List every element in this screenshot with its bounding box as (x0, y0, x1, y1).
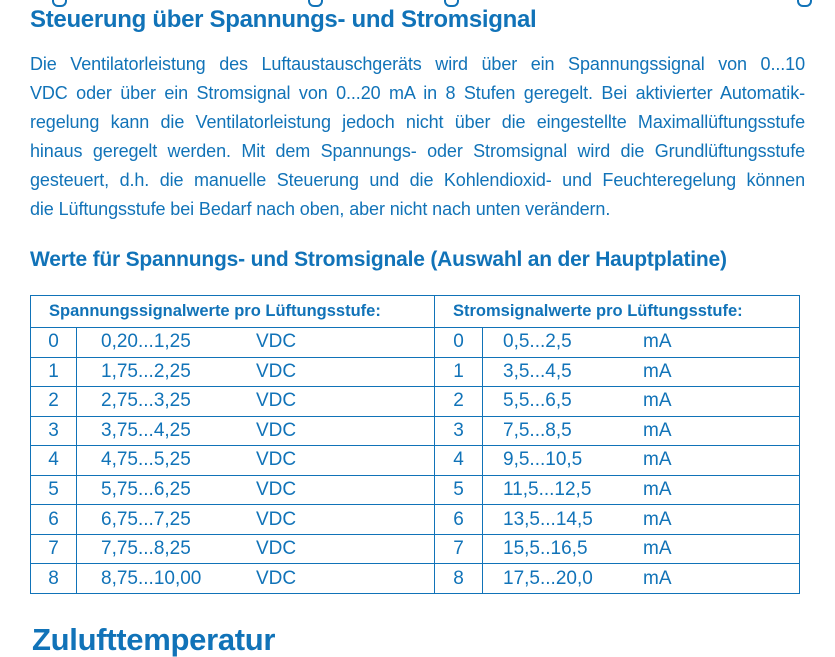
current-value-cell (482, 327, 799, 357)
paragraph-line: gesteuert, d.h. die manuelle Steuerung und die Kohlendioxid- und Feuchteregelung können (30, 170, 805, 190)
current-unit: mA (643, 419, 672, 441)
voltage-unit: VDC (256, 331, 297, 353)
current-unit: mA (643, 360, 672, 382)
current-table-header: Stromsignalwerte pro Lüftungsstufe: (434, 296, 799, 327)
voltage-stage-cell: 0 (31, 327, 76, 357)
current-stage-cell: 4 (434, 445, 482, 475)
current-stage-cell: 3 (434, 416, 482, 446)
voltage-unit: VDC (256, 479, 297, 501)
voltage-unit: VDC (256, 419, 297, 441)
voltage-table-header: Spannungssignalwerte pro Lüftungsstufe: (49, 302, 381, 320)
paragraph-line: VDC oder über ein Stromsignal von 0...20 mA in 8 Stufen geregelt. Bei aktivierter Automatik- (30, 83, 805, 103)
current-value-cell (482, 475, 799, 505)
current-unit: mA (643, 390, 672, 412)
current-stage-cell: 6 (434, 504, 482, 534)
voltage-stage-cell: 6 (31, 504, 76, 534)
voltage-range: 7,75...8,25 (101, 538, 191, 560)
current-range: 11,5...12,5 (503, 479, 592, 501)
voltage-value-cell (76, 445, 434, 475)
current-value-cell (482, 504, 799, 534)
next-section-heading-text: Zulufttemperatur (32, 622, 276, 657)
current-stage-cell: 7 (434, 534, 482, 564)
voltage-unit: VDC (256, 538, 297, 560)
voltage-value-cell (76, 475, 434, 505)
current-range: 0,5...2,5 (503, 331, 572, 353)
paragraph-line: hinaus geregelt werden. Mit dem Spannungs- oder Stromsignal wird die Grundlüftungsstufe (30, 141, 805, 161)
current-range: 15,5..16,5 (503, 538, 588, 560)
voltage-value-cell (76, 563, 434, 593)
paragraph-line: die Lüftungsstufe bei Bedarf nach oben, aber nicht nach unten verändern. (30, 199, 611, 219)
current-unit: mA (643, 538, 672, 560)
voltage-range: 3,75...4,25 (101, 419, 191, 441)
voltage-stage-cell: 4 (31, 445, 76, 475)
current-value-cell (482, 445, 799, 475)
current-unit: mA (643, 331, 672, 353)
body-paragraph (30, 50, 805, 224)
voltage-value-cell (76, 327, 434, 357)
section-heading: Steuerung über Spannungs- und Stromsignal (30, 6, 537, 33)
current-stage-cell: 5 (434, 475, 482, 505)
table-section-heading: Werte für Spannungs- und Stromsignale (Auswahl an der Hauptplatine) (30, 248, 727, 271)
next-section-heading-clipped (32, 622, 532, 657)
current-range: 9,5...10,5 (503, 449, 583, 471)
voltage-value-cell (76, 386, 434, 416)
voltage-unit: VDC (256, 449, 297, 471)
voltage-unit: VDC (256, 390, 297, 412)
current-range: 13,5...14,5 (503, 508, 593, 530)
clipped-text-remnant (797, 0, 812, 7)
current-range: 3,5...4,5 (503, 360, 572, 382)
voltage-stage-cell: 1 (31, 357, 76, 387)
voltage-range: 6,75...7,25 (101, 508, 191, 530)
current-unit: mA (643, 508, 672, 530)
current-unit: mA (643, 449, 672, 471)
current-unit: mA (643, 567, 672, 589)
voltage-stage-cell: 2 (31, 386, 76, 416)
current-stage-cell: 8 (434, 563, 482, 593)
paragraph-line: Die Ventilatorleistung des Luftaustauschgeräts wird über ein Spannungssignal von 0...10 (30, 54, 805, 74)
voltage-range: 5,75...6,25 (101, 479, 191, 501)
current-stage-cell: 0 (434, 327, 482, 357)
voltage-range: 2,75...3,25 (101, 390, 191, 412)
voltage-range: 8,75...10,00 (101, 567, 202, 589)
voltage-unit: VDC (256, 508, 297, 530)
current-value-cell (482, 386, 799, 416)
current-range: 17,5...20,0 (503, 567, 593, 589)
voltage-range: 1,75...2,25 (101, 360, 191, 382)
voltage-stage-cell: 8 (31, 563, 76, 593)
voltage-value-cell (76, 416, 434, 446)
voltage-range: 0,20...1,25 (101, 331, 191, 353)
current-value-cell (482, 416, 799, 446)
current-range: 7,5...8,5 (503, 419, 572, 441)
voltage-value-cell (76, 534, 434, 564)
current-range: 5,5...6,5 (503, 390, 572, 412)
current-value-cell (482, 534, 799, 564)
voltage-range: 4,75...5,25 (101, 449, 191, 471)
paragraph-line: regelung kann die Ventilatorleistung jedoch nicht über die eingestellte Maximallüftungsstufe (30, 112, 805, 132)
voltage-unit: VDC (256, 567, 297, 589)
current-stage-cell: 2 (434, 386, 482, 416)
current-value-cell (482, 563, 799, 593)
voltage-stage-cell: 5 (31, 475, 76, 505)
current-stage-cell: 1 (434, 357, 482, 387)
voltage-unit: VDC (256, 360, 297, 382)
signal-values-table (30, 295, 800, 594)
voltage-stage-cell: 7 (31, 534, 76, 564)
voltage-value-cell (76, 504, 434, 534)
current-value-cell (482, 357, 799, 387)
voltage-stage-cell: 3 (31, 416, 76, 446)
current-unit: mA (643, 479, 672, 501)
voltage-value-cell (76, 357, 434, 387)
